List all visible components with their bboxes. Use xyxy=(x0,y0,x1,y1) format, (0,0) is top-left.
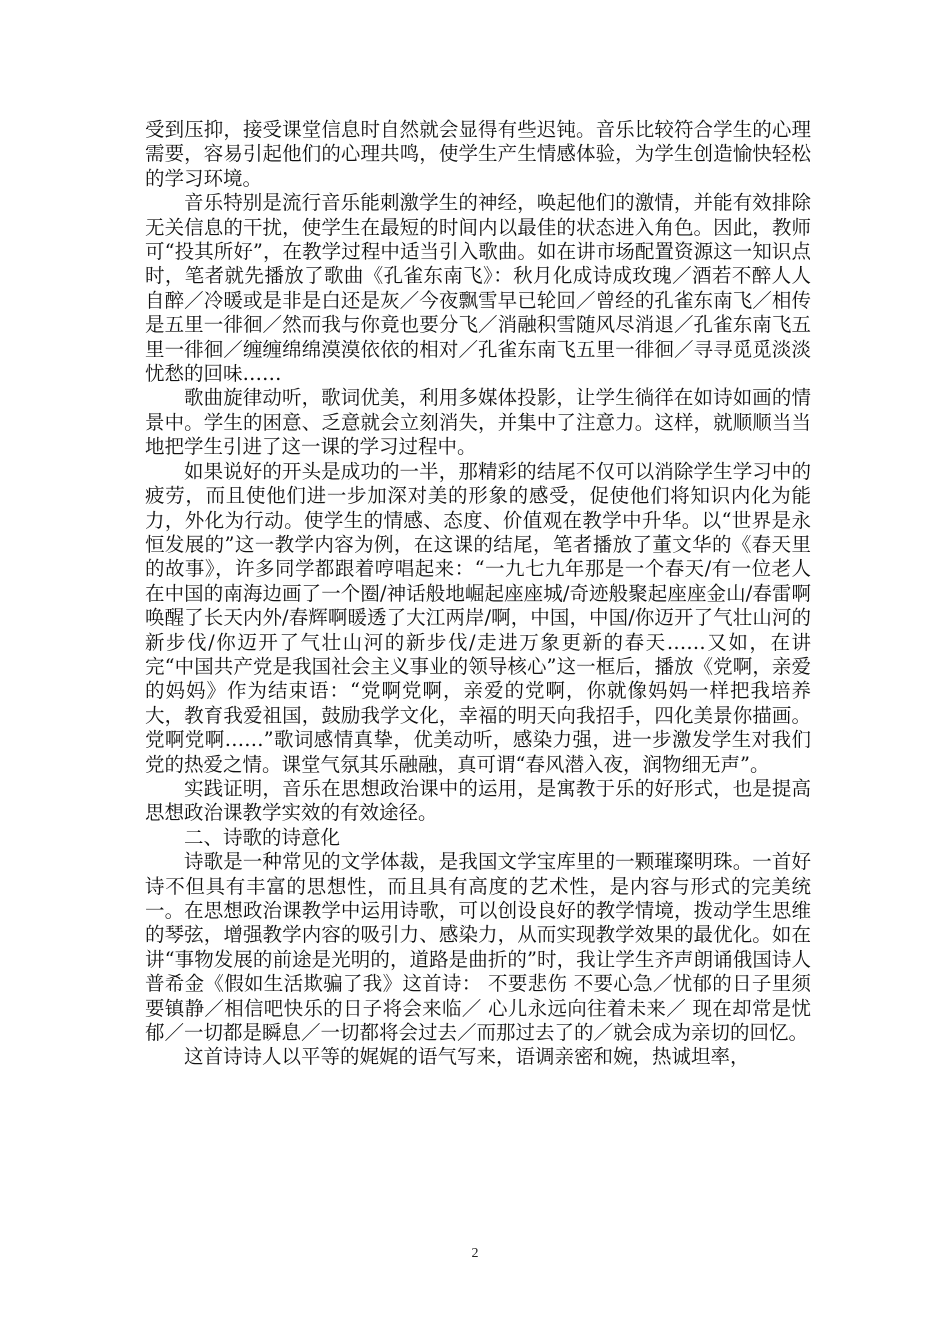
paragraph-song-effect: 歌曲旋律动听，歌词优美，利用多媒体投影，让学生徜徉在如诗如画的情景中。学生的困意、乏意就会立刻消失，并集中了注意力。这样，就顺顺当当地把学生引进了这一课的学习过程中。 xyxy=(145,386,811,459)
paragraph-pop-music: 音乐特别是流行音乐能刺激学生的神经，唤起他们的激情，并能有效排除无关信息的干扰，使学生在最短的时间内以最佳的状态进入角色。因此，教师可“投其所好”，在教学过程中适当引入歌曲。如在讲市场配置资源这一知识点时，笔者就先播放了歌曲《孔雀东南飞》：秋月化成诗成玫瑰／酒若不醉人人自醉／冷暖或是非是白还是灰／今夜飘雪早已轮回／曾经的孔雀东南飞／相传是五里一徘徊／然而我与你竟也要分飞／消融积雪随风尽消退／孔雀东南飞五里一徘徊／缠缠绵绵漠漠依依的相对／孔雀东南飞五里一徘徊／寻寻觅觅淡淡忧愁的回味…… xyxy=(145,191,811,386)
paragraph-poem-analysis: 这首诗诗人以平等的娓娓的语气写来，语调亲密和婉，热诚坦率， xyxy=(184,1045,750,1069)
paragraph-poetry: 诗歌是一种常见的文学体裁，是我国文学宝库里的一颗璀璨明珠。一首好诗不但具有丰富的思想性，而且具有高度的艺术性，是内容与形式的完美统一。在思想政治课教学中运用诗歌，可以创设良好的教学情境，拨动学生思维的琴弦，增强教学内容的吸引力、感染力，从而实现教学效果的最优化。如在讲“事物发展的前途是光明的，道路是曲折的”时，我让学生齐声朗诵俄国诗人普希金《假如生活欺骗了我》这首诗： 不要悲伤 不要心急／忧郁的日子里须要镇静／相信吧快乐的日子将会来临／ 心儿永远向往着未来／ 现在却常是忧郁／一切都是瞬息／一切都将会过去／而那过去了的／就会成为亲切的回忆。 xyxy=(145,850,811,1045)
page-number: 2 xyxy=(471,1246,479,1261)
paragraph-conclusion: 实践证明，音乐在思想政治课中的运用，是寓教于乐的好形式，也是提高思想政治课教学实效的有效途径。 xyxy=(145,776,811,825)
paragraph-lesson-ending: 如果说好的开头是成功的一半，那精彩的结尾不仅可以消除学生学习中的疲劳，而且使他们进一步加深对美的形象的感受，促使他们将知识内化为能力，外化为行动。使学生的情感、态度、价值观在教学中升华。以“世界是永恒发展的”这一教学内容为例，在这课的结尾，笔者播放了董文华的《春天里的故事》，许多同学都跟着哼唱起来：“一九七九年那是一个春天/有一位老人在中国的南海边画了一个圈/神话般地崛起座座城/奇迹般聚起座座金山/春雷啊唤醒了长天内外/春辉啊暖透了大江两岸/啊，中国，中国/你迈开了气壮山河的新步伐/你迈开了气壮山河的新步伐/走进万象更新的春天……又如，在讲完“中国共产党是我国社会主义事业的领导核心”这一框后，播放《党啊，亲爱的妈妈》作为结束语：“党啊党啊，亲爱的党啊，你就像妈妈一样把我培养大，教育我爱祖国，鼓励我学文化，幸福的明天向我招手，四化美景你描画。党啊党啊……”歌词感情真挚，优美动听，感染力强，进一步激发学生对我们党的热爱之情。课堂气氛其乐融融，真可谓“春风潜入夜，润物细无声”。 xyxy=(145,459,811,776)
paragraph-continuation: 受到压抑，接受课堂信息时自然就会显得有些迟钝。音乐比较符合学生的心理需要，容易引起他们的心理共鸣，使学生产生情感体验，为学生创造愉快轻松的学习环境。 xyxy=(145,118,811,190)
document-body xyxy=(145,118,811,1070)
section-heading-poetry: 二、诗歌的诗意化 xyxy=(184,825,341,849)
